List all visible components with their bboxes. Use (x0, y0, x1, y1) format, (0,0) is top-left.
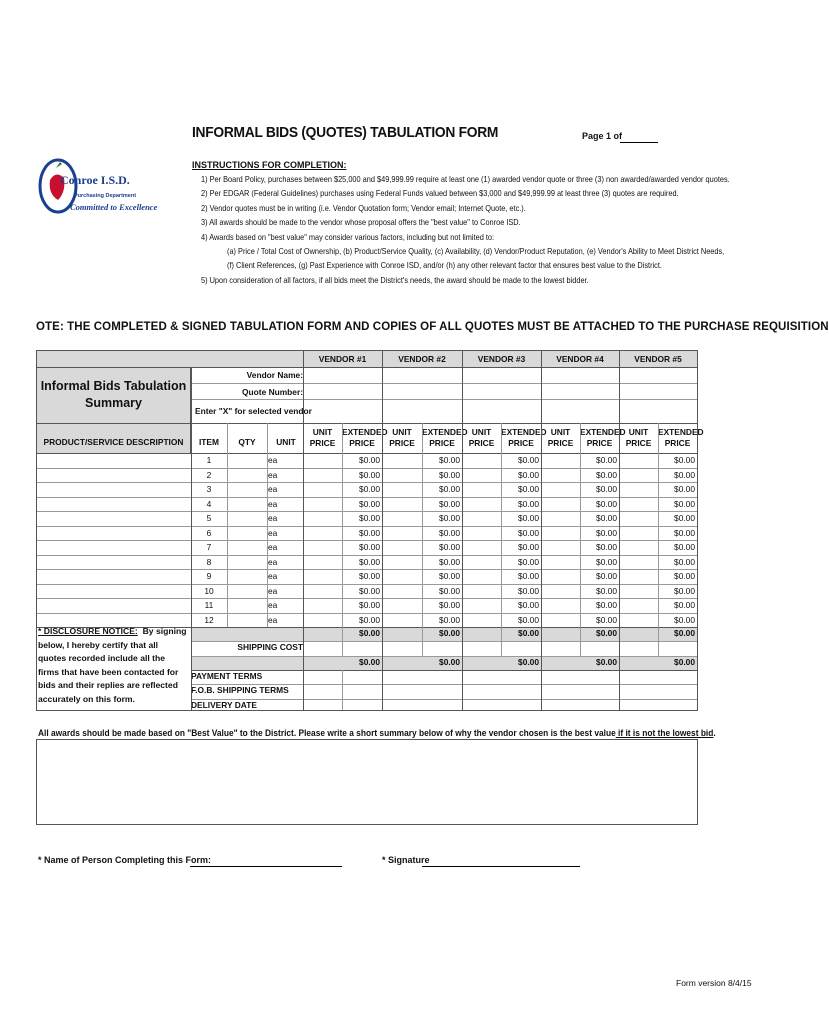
description-field[interactable] (37, 482, 191, 497)
unit-price-field[interactable] (382, 497, 422, 512)
grid-line (697, 351, 698, 710)
vendor-selected-field[interactable] (303, 399, 382, 415)
grid-line (37, 423, 697, 424)
unit-price-field[interactable] (619, 613, 658, 628)
grid-line (382, 351, 383, 710)
grid-line (191, 367, 192, 710)
unit-price-field[interactable] (619, 569, 658, 584)
item-number: 12 (204, 614, 214, 625)
grid-line (37, 613, 697, 614)
unit-price-field[interactable] (619, 453, 658, 468)
instruction-item: 1) Per Board Policy, purchases between $25,000 and $49,999.99 require at least one (1) awarded vendor quote or three (3) non awarded/awarded vendor quotes. (201, 175, 730, 184)
grid-line (227, 423, 228, 627)
item-number: 4 (206, 498, 212, 509)
qty-field[interactable] (227, 453, 267, 468)
vendor-name-field[interactable] (462, 367, 541, 383)
extended-price-value: $0.00 (674, 556, 695, 567)
subtotal-value: $0.00 (439, 628, 460, 638)
grid-line (37, 367, 697, 368)
extended-price-value: $0.00 (439, 571, 460, 581)
unit-price-field[interactable] (619, 584, 658, 599)
description-field[interactable] (37, 555, 191, 570)
form-title: INFORMAL BIDS (QUOTES) TABULATION FORM (192, 124, 499, 141)
item-number: 5 (206, 513, 212, 523)
qty-field[interactable] (227, 468, 267, 483)
item-number: 7 (206, 542, 212, 552)
instruction-item: 2) Per EDGAR (Federal Guidelines) purchases using Federal Funds valued between $3,000 and $49,999.99 at least three (3) quotes are required. (201, 189, 679, 198)
grid-line (191, 670, 697, 671)
page-total-field[interactable] (620, 142, 658, 143)
vendor-name-field[interactable] (541, 367, 619, 383)
extended-price-value: $0.00 (439, 498, 460, 509)
description-field[interactable] (37, 569, 191, 584)
unit-value: ea (268, 571, 278, 581)
selected-vendor-label: Enter "X" for selected vendor (195, 406, 312, 416)
unit-price-field[interactable] (541, 482, 580, 497)
grid-line (37, 584, 697, 585)
unit-price-field[interactable] (541, 569, 580, 584)
unit-price-field[interactable] (382, 526, 422, 541)
extended-price-header: EXTENDED PRICE (501, 427, 547, 448)
extended-price-value: $0.00 (596, 600, 617, 610)
summary-title: Informal Bids Tabulation Summary (37, 367, 191, 423)
qty-field[interactable] (227, 555, 267, 570)
grid-line (37, 511, 697, 512)
instruction-item: (a) Price / Total Cost of Ownership, (b) Product/Service Quality, (c) Availability, (d) Vendor/Product Reputation, (e) Vendor's Ability to Meet District Needs, (227, 247, 725, 256)
grid-line (191, 684, 697, 685)
extended-price-value: $0.00 (518, 571, 539, 581)
description-field[interactable] (37, 526, 191, 541)
unit-price-field[interactable] (462, 584, 501, 599)
unit-price-field[interactable] (619, 497, 658, 512)
unit-price-field[interactable] (462, 598, 501, 613)
qty-field[interactable] (227, 511, 267, 526)
subtotal-value: $0.00 (518, 628, 539, 638)
unit-value: ea (268, 527, 278, 538)
quote-number-field[interactable] (541, 383, 619, 399)
vendor-selected-field[interactable] (619, 399, 697, 415)
unit-price-field[interactable] (382, 584, 422, 599)
unit-price-field[interactable] (382, 511, 422, 526)
extended-price-value: $0.00 (439, 542, 460, 552)
unit-price-field[interactable] (382, 555, 422, 570)
shipping-label: SHIPPING COST (237, 642, 303, 652)
extended-price-value: $0.00 (359, 527, 380, 538)
vendor-selected-field[interactable] (382, 399, 462, 415)
unit-price-field[interactable] (462, 468, 501, 483)
extended-price-value: $0.00 (439, 600, 460, 610)
unit-value: ea (268, 455, 278, 465)
unit-price-field[interactable] (619, 511, 658, 526)
extended-price-value: $0.00 (359, 556, 380, 567)
unit-price-field[interactable] (382, 598, 422, 613)
unit-price-field[interactable] (619, 598, 658, 613)
totals-value: $0.00 (674, 657, 695, 667)
description-field[interactable] (37, 613, 191, 628)
vendor-header-1: VENDOR #1 (303, 351, 382, 367)
description-field[interactable] (37, 453, 191, 468)
item-number: 2 (206, 469, 212, 480)
fob-label: F.O.B. SHIPPING TERMS (191, 685, 289, 695)
grid-line (37, 468, 697, 469)
extended-price-value: $0.00 (674, 542, 695, 552)
signature-label: * Signature (382, 855, 430, 865)
district-logo (38, 156, 158, 216)
unit-price-header: UNIT PRICE (389, 427, 415, 448)
unit-price-field[interactable] (303, 613, 342, 628)
vendor-name-field[interactable] (382, 367, 462, 383)
extended-price-value: $0.00 (596, 484, 617, 494)
description-field[interactable] (37, 584, 191, 599)
quote-number-field[interactable] (619, 383, 697, 399)
unit-price-field[interactable] (462, 613, 501, 628)
unit-price-field[interactable] (541, 511, 580, 526)
extended-price-value: $0.00 (359, 614, 380, 625)
totals-value: $0.00 (439, 657, 460, 667)
grid-line (37, 526, 697, 527)
vendor-header-3: VENDOR #3 (462, 351, 541, 367)
grid-line (191, 641, 697, 642)
grid-line (37, 453, 697, 454)
instruction-item: 5) Upon consideration of all factors, if all bids meet the District's needs, the award should be made to the lowest bidder. (201, 276, 589, 285)
unit-price-field[interactable] (382, 540, 422, 555)
grid-line (37, 569, 697, 570)
extended-price-value: $0.00 (674, 469, 695, 480)
unit-price-field[interactable] (541, 526, 580, 541)
item-number: 9 (206, 571, 212, 581)
unit-price-field[interactable] (462, 482, 501, 497)
extended-price-value: $0.00 (596, 542, 617, 552)
item-number: 11 (204, 600, 214, 610)
instructions-heading: INSTRUCTIONS FOR COMPLETION: (192, 160, 347, 170)
unit-price-field[interactable] (382, 468, 422, 483)
completer-name-field[interactable] (190, 866, 342, 867)
svg-text:Purchasing Department: Purchasing Department (74, 193, 137, 199)
vendor-header-5: VENDOR #5 (619, 351, 697, 367)
extended-price-value: $0.00 (518, 498, 539, 509)
instruction-item: 3) All awards should be made to the vendor whose proposal offers the "best value" to Conroe ISD. (201, 218, 521, 227)
column-qty: QTY (238, 437, 256, 447)
attachment-notice: OTE: THE COMPLETED & SIGNED TABULATION FORM AND COPIES OF ALL QUOTES MUST BE ATTACHED TO THE PURCHASE REQUISITION (36, 321, 829, 333)
item-number: 6 (206, 527, 212, 538)
unit-price-field[interactable] (541, 468, 580, 483)
grid-line (303, 351, 304, 710)
grid-line (37, 497, 697, 498)
unit-price-field[interactable] (462, 540, 501, 555)
subtotal-value: $0.00 (359, 628, 380, 638)
extended-price-value: $0.00 (518, 585, 539, 596)
grid-line (37, 482, 697, 483)
extended-price-header: EXTENDED PRICE (342, 427, 388, 448)
unit-price-field[interactable] (619, 555, 658, 570)
extended-price-value: $0.00 (359, 469, 380, 480)
item-number: 10 (204, 585, 214, 596)
grid-line (191, 399, 697, 400)
unit-price-field[interactable] (541, 555, 580, 570)
unit-price-field[interactable] (303, 453, 342, 468)
vendor-selected-field[interactable] (462, 399, 541, 415)
quote-number-field[interactable] (462, 383, 541, 399)
extended-price-value: $0.00 (359, 455, 380, 465)
item-number: 1 (206, 455, 212, 465)
description-field[interactable] (37, 598, 191, 613)
grid-line (191, 383, 697, 384)
description-field[interactable] (37, 511, 191, 526)
unit-price-field[interactable] (462, 555, 501, 570)
svg-text:Committed to Excellence: Committed to Excellence (70, 202, 158, 212)
grid-line (541, 351, 542, 710)
extended-price-value: $0.00 (439, 527, 460, 538)
extended-price-header: EXTENDED PRICE (580, 427, 626, 448)
page-number-label: Page 1 of (582, 131, 623, 141)
unit-price-header: UNIT PRICE (309, 427, 336, 448)
unit-price-field[interactable] (303, 468, 342, 483)
extended-price-value: $0.00 (518, 484, 539, 494)
completer-name-label: * Name of Person Completing this Form: (38, 855, 212, 865)
grid-line (37, 540, 697, 541)
qty-field[interactable] (227, 526, 267, 541)
signature-field[interactable] (422, 866, 580, 867)
grid-line (462, 351, 463, 710)
extended-price-value: $0.00 (439, 484, 460, 494)
description-field[interactable] (37, 468, 191, 483)
payment-terms-label: PAYMENT TERMS (191, 671, 263, 681)
unit-price-field[interactable] (303, 482, 342, 497)
vendor-header-2: VENDOR #2 (382, 351, 462, 367)
unit-price-field[interactable] (619, 468, 658, 483)
unit-value: ea (268, 600, 278, 610)
delivery-date-label: DELIVERY DATE (191, 700, 257, 710)
quote-number-label: Quote Number: (242, 387, 303, 397)
totals-value: $0.00 (359, 657, 380, 667)
qty-field[interactable] (227, 598, 267, 613)
description-field[interactable] (37, 497, 191, 512)
extended-price-value: $0.00 (439, 614, 460, 625)
totals-value: $0.00 (518, 657, 539, 667)
unit-price-field[interactable] (382, 613, 422, 628)
unit-value: ea (268, 498, 278, 509)
vendor-selected-field[interactable] (541, 399, 619, 415)
quote-number-field[interactable] (303, 383, 382, 399)
extended-price-value: $0.00 (674, 614, 695, 625)
vendor-name-field[interactable] (619, 367, 697, 383)
svg-text:Conroe I.S.D.: Conroe I.S.D. (60, 173, 130, 187)
unit-price-field[interactable] (541, 598, 580, 613)
extended-price-value: $0.00 (674, 498, 695, 509)
unit-value: ea (268, 513, 278, 523)
quote-number-field[interactable] (382, 383, 462, 399)
extended-price-value: $0.00 (439, 455, 460, 465)
grid-line (267, 423, 268, 627)
unit-price-field[interactable] (462, 511, 501, 526)
unit-price-field[interactable] (462, 453, 501, 468)
grid-line (422, 423, 423, 656)
unit-price-field[interactable] (382, 569, 422, 584)
extended-price-value: $0.00 (596, 455, 617, 465)
unit-price-field[interactable] (382, 453, 422, 468)
grid-line (37, 598, 697, 599)
best-value-instruction: All awards should be made based on "Best Value" to the District. Please write a short summary below of why the vendor chosen is the best value if it is not the lowest bid. (38, 728, 716, 738)
extended-price-value: $0.00 (674, 585, 695, 596)
grid-line (658, 423, 659, 656)
unit-price-field[interactable] (541, 584, 580, 599)
unit-price-field[interactable] (462, 526, 501, 541)
instruction-item: 4) Awards based on "best value" may consider various factors, including but not limited to: (201, 233, 495, 242)
unit-price-field[interactable] (619, 526, 658, 541)
item-number: 3 (206, 484, 212, 494)
item-number: 8 (206, 556, 212, 567)
grid-line (580, 423, 581, 656)
column-unit: UNIT (276, 437, 296, 447)
subtotal-value: $0.00 (596, 628, 617, 638)
vendor-name-field[interactable] (303, 367, 382, 383)
extended-price-value: $0.00 (518, 527, 539, 538)
header-band (37, 351, 303, 367)
vendor-name-label: Vendor Name: (246, 370, 303, 380)
unit-price-field[interactable] (303, 511, 342, 526)
extended-price-value: $0.00 (596, 498, 617, 509)
form-version: Form version 8/4/15 (676, 978, 752, 988)
extended-price-value: $0.00 (674, 484, 695, 494)
unit-price-field[interactable] (303, 598, 342, 613)
extended-price-value: $0.00 (518, 600, 539, 610)
unit-price-field[interactable] (303, 497, 342, 512)
extended-price-value: $0.00 (359, 542, 380, 552)
unit-value: ea (268, 484, 278, 494)
extended-price-value: $0.00 (674, 513, 695, 523)
unit-value: ea (268, 556, 278, 567)
extended-price-value: $0.00 (439, 585, 460, 596)
extended-price-value: $0.00 (596, 527, 617, 538)
extended-price-value: $0.00 (674, 527, 695, 538)
unit-value: ea (268, 469, 278, 480)
extended-price-value: $0.00 (674, 600, 695, 610)
unit-price-field[interactable] (619, 540, 658, 555)
extended-price-value: $0.00 (518, 455, 539, 465)
extended-price-value: $0.00 (596, 585, 617, 596)
unit-price-field[interactable] (303, 526, 342, 541)
unit-price-header: UNIT PRICE (468, 427, 495, 448)
unit-price-field[interactable] (462, 569, 501, 584)
grid-line (191, 656, 697, 657)
unit-price-field[interactable] (619, 482, 658, 497)
extended-price-value: $0.00 (596, 556, 617, 567)
column-description: PRODUCT/SERVICE DESCRIPTION (37, 423, 191, 453)
qty-field[interactable] (227, 584, 267, 599)
qty-field[interactable] (227, 497, 267, 512)
extended-price-value: $0.00 (439, 556, 460, 567)
extended-price-value: $0.00 (359, 600, 380, 610)
unit-price-field[interactable] (541, 497, 580, 512)
extended-price-value: $0.00 (439, 513, 460, 523)
unit-price-field[interactable] (541, 540, 580, 555)
grid-line (342, 423, 343, 656)
unit-price-field[interactable] (541, 453, 580, 468)
totals-value: $0.00 (596, 657, 617, 667)
qty-field[interactable] (227, 569, 267, 584)
unit-price-field[interactable] (303, 569, 342, 584)
tabulation-table (36, 350, 704, 711)
extended-price-value: $0.00 (518, 542, 539, 552)
column-item: ITEM (198, 437, 219, 447)
grid-line (342, 670, 343, 710)
disclosure-notice: * DISCLOSURE NOTICE: By signing below, I hereby certify that all quotes recorded include all the firms that have been contacted for bids and their replies are reflected accurately on this form. (38, 626, 187, 704)
extended-price-value: $0.00 (359, 571, 380, 581)
instruction-item: (f) Client References, (g) Past Experience with Conroe ISD, and/or (h) any other relevant factor that ensures best value to the District. (227, 261, 662, 270)
subtotal-value: $0.00 (674, 628, 695, 638)
unit-price-field[interactable] (462, 497, 501, 512)
extended-price-value: $0.00 (359, 513, 380, 523)
grid-line (501, 423, 502, 656)
qty-field[interactable] (227, 540, 267, 555)
unit-price-field[interactable] (541, 613, 580, 628)
unit-value: ea (268, 542, 278, 552)
instruction-item: 2) Vendor quotes must be in writing (i.e. Vendor Quotation form; Vendor email; Internet Quote, etc.). (201, 204, 526, 213)
unit-price-field[interactable] (303, 540, 342, 555)
extended-price-value: $0.00 (596, 571, 617, 581)
qty-field[interactable] (227, 482, 267, 497)
grid-line (37, 555, 697, 556)
unit-price-field[interactable] (382, 482, 422, 497)
unit-price-header: UNIT PRICE (625, 427, 652, 448)
extended-price-value: $0.00 (359, 498, 380, 509)
unit-price-header: UNIT PRICE (547, 427, 574, 448)
extended-price-value: $0.00 (439, 469, 460, 480)
grid-line (191, 699, 697, 700)
unit-value: ea (268, 585, 278, 596)
grid-line (37, 627, 697, 628)
unit-value: ea (268, 614, 278, 625)
extended-price-value: $0.00 (596, 513, 617, 523)
extended-price-value: $0.00 (359, 484, 380, 494)
extended-price-value: $0.00 (596, 614, 617, 625)
extended-price-value: $0.00 (359, 585, 380, 596)
grid-line (619, 351, 620, 710)
qty-field[interactable] (227, 613, 267, 628)
description-field[interactable] (37, 540, 191, 555)
extended-price-value: $0.00 (596, 469, 617, 480)
unit-price-field[interactable] (303, 555, 342, 570)
extended-price-header: EXTENDED PRICE (422, 427, 468, 448)
extended-price-value: $0.00 (674, 571, 695, 581)
extended-price-value: $0.00 (518, 469, 539, 480)
extended-price-value: $0.00 (518, 513, 539, 523)
unit-price-field[interactable] (303, 584, 342, 599)
extended-price-header: EXTENDED PRICE (658, 427, 704, 448)
extended-price-value: $0.00 (518, 614, 539, 625)
vendor-header-4: VENDOR #4 (541, 351, 619, 367)
extended-price-value: $0.00 (518, 556, 539, 567)
best-value-summary-field[interactable] (36, 739, 698, 825)
extended-price-value: $0.00 (674, 455, 695, 465)
